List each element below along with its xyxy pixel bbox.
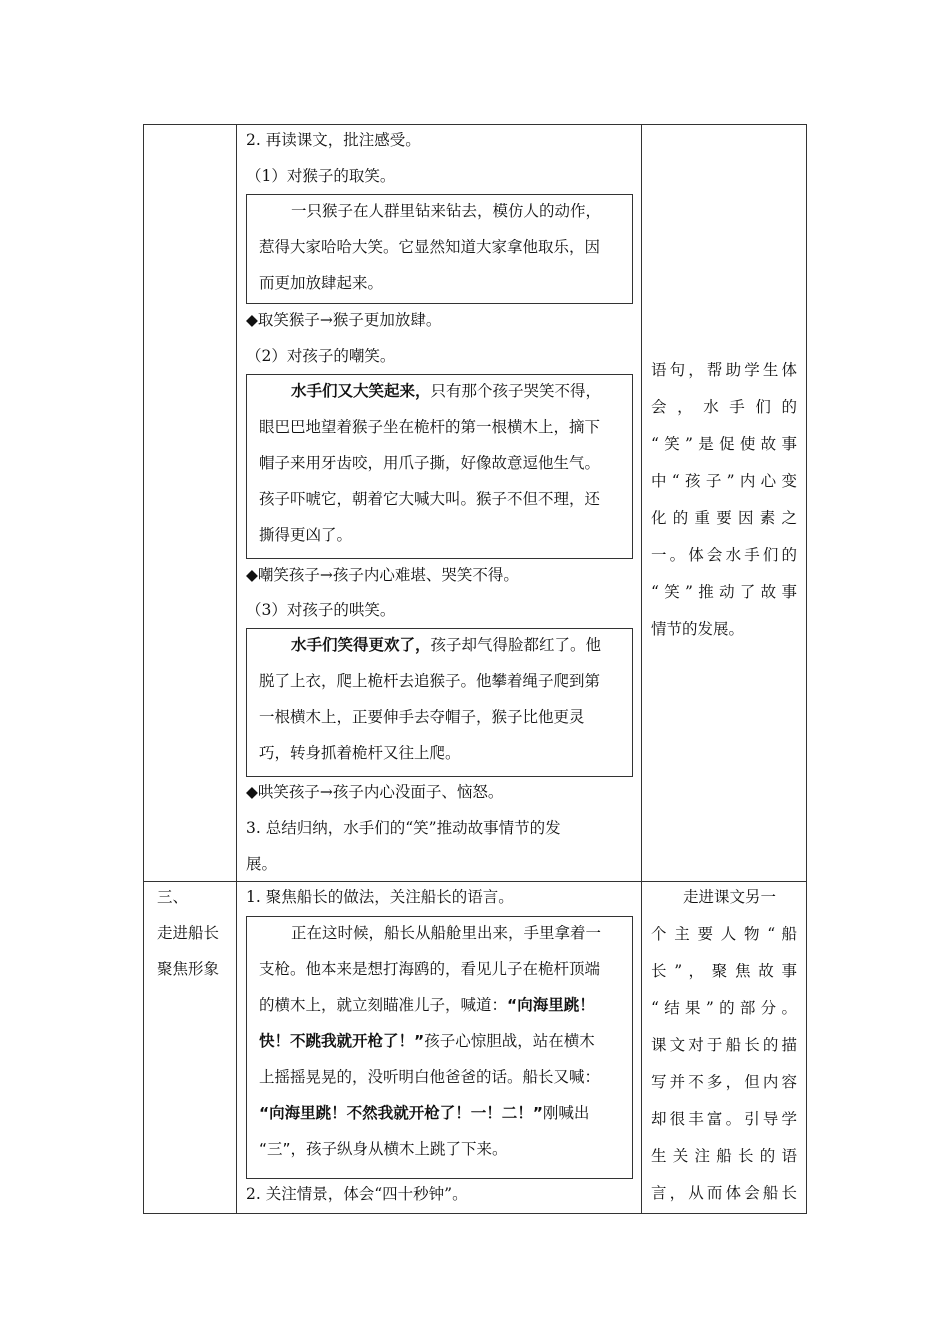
- bold-lead: 水手们又大笑起来，: [291, 382, 431, 400]
- quote-box-1: [246, 194, 633, 304]
- section-number: 三、: [157, 888, 189, 906]
- quote-box-captain: [246, 916, 633, 1179]
- line-rest: 孩子却气得脸都红了。他: [430, 636, 602, 654]
- quote-line: 上摇摇晃晃的，没听明白他爸爸的话。船长又喊：: [259, 1068, 601, 1086]
- line-rest: 只有那个孩子哭笑不得，: [430, 382, 602, 400]
- item-2-heading: 2. 再读课文，批注感受。: [246, 131, 421, 149]
- note-line: 长 ” ， 聚 焦 故 事: [651, 962, 797, 980]
- table-border-left: [143, 124, 144, 1214]
- note-line: 中“孩子”内心变: [651, 472, 797, 490]
- line-plain: 刚喊出: [542, 1104, 590, 1122]
- quote-line: 支枪。他本来是想打海鸥的，看见儿子在桅杆顶端: [259, 960, 601, 978]
- table-border-bottom: [143, 1213, 807, 1214]
- note-line: 情节的发展。: [651, 620, 745, 638]
- quote-box-3: [246, 628, 633, 777]
- quote-line: 一只猴子在人群里钻来钻去，模仿人的动作，: [291, 202, 602, 220]
- sub-item-2: （2）对孩子的嘲笑。: [246, 347, 396, 365]
- line-bold: “向海里跳！不然我就开枪了！一！二！”: [259, 1104, 543, 1122]
- quote-line: 撕得更凶了。: [259, 526, 353, 544]
- note-line: “笑”是促使故事: [651, 435, 797, 453]
- quote-line: 一根横木上，正要伸手去夺帽子，猴子比他更灵: [259, 708, 585, 726]
- section-title-2: 聚焦形象: [157, 960, 220, 978]
- note-line: 一。体会水手们的: [651, 546, 797, 564]
- note-line: 走进课文另一: [683, 888, 777, 906]
- quote-line: 而更加放肆起来。: [259, 274, 384, 292]
- line-bold: “向海里跳！: [507, 996, 595, 1014]
- quote-line: [259, 1031, 595, 1051]
- sub-item-3: （3）对孩子的哄笑。: [246, 601, 396, 619]
- note-line: “结果”的部分。: [651, 999, 797, 1017]
- note-3: ◆哄笑孩子→孩子内心没面子、恼怒。: [246, 783, 504, 801]
- quote-line: [291, 635, 601, 655]
- note-1: ◆取笑猴子→猴子更加放肆。: [246, 311, 442, 329]
- item-3-line-2: 展。: [246, 855, 278, 873]
- quote-box-2: [246, 374, 633, 559]
- note-line: 化 的 重 要 因 素 之: [651, 509, 797, 527]
- section-title-1: 走进船长: [157, 924, 220, 942]
- note-line: 个 主 要 人 物 “ 船: [651, 925, 797, 943]
- bold-lead: 水手们笑得更欢了，: [291, 636, 431, 654]
- quote-line: 帽子来用牙齿咬，用爪子撕，好像故意逗他生气。: [259, 454, 601, 472]
- note-line: 却很丰富。引导学: [651, 1110, 797, 1128]
- quote-line: 脱了上衣，爬上桅杆去追猴子。他攀着绳子爬到第: [259, 672, 601, 690]
- note-line: 生 关 注 船 长 的 语: [651, 1147, 797, 1165]
- item-3-line-1: 3. 总结归纳，水手们的“笑”推动故事情节的发: [246, 819, 561, 837]
- note-line: 写并不多，但内容: [651, 1073, 797, 1091]
- quote-line: 眼巴巴地望着猴子坐在桅杆的第一根横木上，摘下: [259, 418, 601, 436]
- row2-notes: [641, 881, 806, 1213]
- quote-line: [259, 1103, 589, 1123]
- item-1-heading: 1. 聚焦船长的做法，关注船长的语言。: [246, 888, 514, 906]
- quote-line: [291, 381, 601, 401]
- quote-line: 惹得大家哈哈大笑。它显然知道大家拿他取乐，因: [259, 238, 601, 256]
- note-line: 言，从而体会船长: [651, 1184, 797, 1202]
- row1-notes: [641, 124, 806, 881]
- note-line: 语句，帮助学生体: [651, 361, 797, 379]
- quote-line: 巧，转身抓着桅杆又往上爬。: [259, 744, 461, 762]
- line-plain: 孩子心惊胆战，站在横木: [424, 1032, 595, 1050]
- line-plain: 的横木上，就立刻瞄准儿子，喊道：: [259, 996, 508, 1014]
- table-border-right: [806, 124, 807, 1214]
- quote-line: 正在这时候，船长从船舱里出来，手里拿着一: [291, 924, 602, 942]
- lesson-plan-table: [143, 124, 807, 1214]
- note-2: ◆嘲笑孩子→孩子内心难堪、哭笑不得。: [246, 566, 519, 584]
- note-line: 会 ， 水 手 们 的: [651, 398, 797, 416]
- table-divider-1: [236, 124, 237, 1214]
- note-line: “笑”推动了故事: [651, 583, 797, 601]
- note-line: 课文对于船长的描: [651, 1036, 797, 1054]
- quote-line: 孩子吓唬它，朝着它大喊大叫。猴子不但不理，还: [259, 490, 601, 508]
- sub-item-1: （1）对猴子的取笑。: [246, 167, 396, 185]
- item-2-heading: 2. 关注情景，体会“四十秒钟”。: [246, 1185, 468, 1203]
- line-bold: 快！不跳我就开枪了！”: [259, 1032, 425, 1050]
- quote-line: [259, 995, 595, 1015]
- quote-line: “三”，孩子纵身从横木上跳了下来。: [259, 1140, 508, 1158]
